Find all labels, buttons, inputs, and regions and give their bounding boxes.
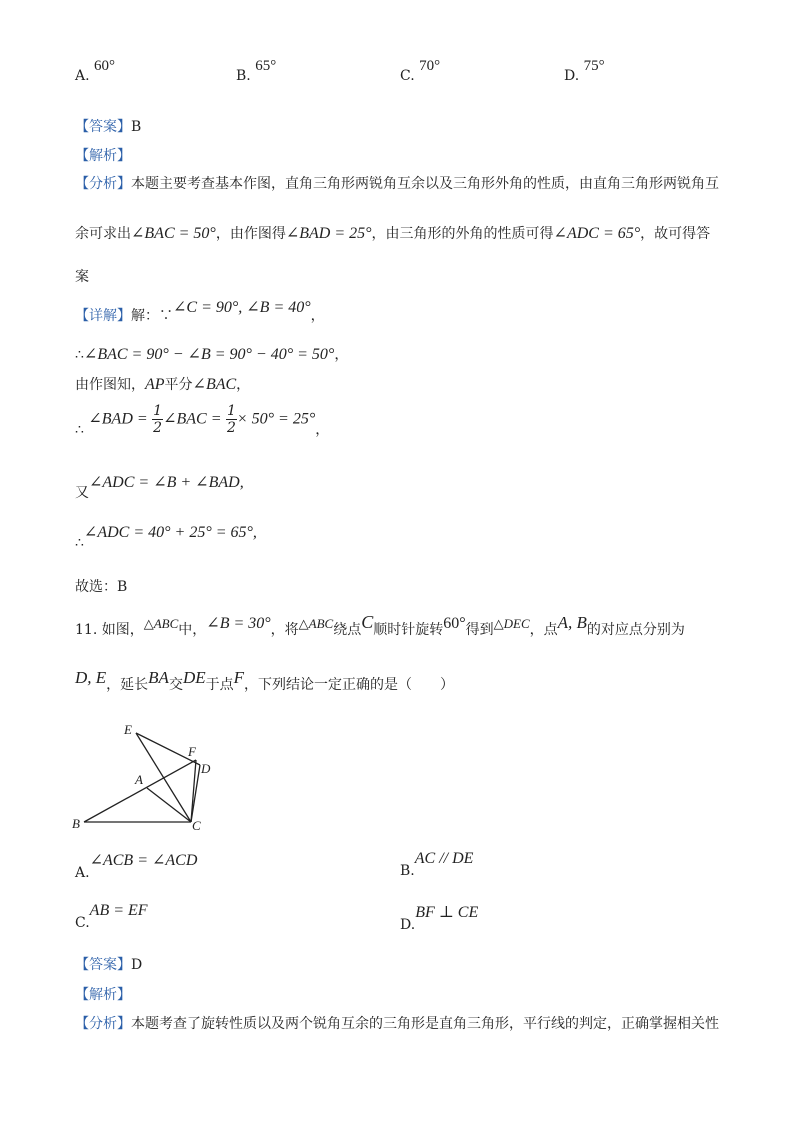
label-c: C <box>192 818 201 833</box>
text: ∴ <box>75 421 84 438</box>
q10-analysis-tag: 【解析】 <box>75 148 131 164</box>
math-given: ∠C = 90°, ∠B = 40° <box>173 299 311 316</box>
math-de: D, E <box>75 668 107 687</box>
math-ap: AP <box>145 376 165 393</box>
option-value: AB = EF <box>89 902 148 919</box>
text: 得到 <box>465 622 494 638</box>
option-label: C. <box>75 915 90 931</box>
text: 中， <box>178 622 207 638</box>
q10-step4 <box>75 472 244 501</box>
text: ，故可得答 <box>640 226 711 242</box>
math-bac: ∠BAC = 50° <box>131 225 216 242</box>
text: ， <box>236 377 251 393</box>
math-step3-rhs: × 50° = 25° <box>236 410 316 428</box>
text: 由作图知， <box>75 377 145 393</box>
math-point-c: C <box>361 612 374 632</box>
math-angleb: ∠B = 30° <box>206 615 271 632</box>
option-value: 65° <box>255 58 277 74</box>
q10-step5 <box>75 522 257 551</box>
q11-analysis-tag: 【解析】 <box>75 987 131 1003</box>
text: ∴ <box>75 347 84 363</box>
q10-step1 <box>75 344 348 364</box>
math-f: F <box>233 668 245 687</box>
q11-figure <box>65 718 225 836</box>
q10-answer <box>75 116 141 136</box>
text: 余可求出 <box>75 226 131 242</box>
option-value: 60° <box>94 58 116 74</box>
text: ∴ <box>75 535 84 551</box>
q11-option-b <box>400 850 474 879</box>
label-f: F <box>188 744 196 759</box>
text: ，延长 <box>106 677 149 693</box>
option-label: D. <box>400 917 416 933</box>
math-seg-de: DE <box>182 668 206 687</box>
text: ，点 <box>529 622 558 638</box>
q10-step2 <box>75 374 250 394</box>
text: 于点 <box>205 677 234 693</box>
answer-value: D <box>131 957 143 973</box>
answer-tag: 【答案】 <box>75 119 131 135</box>
option-value: 75° <box>583 58 605 74</box>
math-tri3: △DEC <box>493 616 530 631</box>
option-label: D. <box>564 68 580 84</box>
text: ，由三角形的外角的性质可得 <box>371 226 554 242</box>
question-number: 11. 如图， <box>75 622 144 638</box>
math-step5: ∠ADC = 40° + 25° = 65°, <box>83 524 257 541</box>
text: 又 <box>75 485 89 501</box>
fenxi-tag: 【分析】 <box>75 1016 131 1032</box>
math-bad: ∠BAD = 25° <box>285 225 372 242</box>
math-step1: ∠BAC = 90° − ∠B = 90° − 40° = 50° <box>83 346 335 363</box>
q10-option-b <box>236 58 277 85</box>
q11-option-c <box>75 902 148 931</box>
fraction-half-2 <box>226 404 237 435</box>
q11-option-a <box>75 850 198 881</box>
fenxi-text: 本题考查了旋转性质以及两个锐角互余的三角形是直角三角形，平行线的判定，正确掌握相关性 <box>131 1016 719 1032</box>
q10-fenxi-line1 <box>75 173 719 193</box>
math-bac2: ∠BAC <box>192 376 237 393</box>
label-a: A <box>135 772 143 787</box>
q11-answer <box>75 954 142 974</box>
frac-num: 1 <box>226 403 236 419</box>
text: 解：∵ <box>131 308 173 324</box>
option-value: AC // DE <box>414 850 474 867</box>
q11-option-d <box>400 902 479 933</box>
math-step4: ∠ADC = ∠B + ∠BAD, <box>89 474 244 491</box>
fenxi-tag: 【分析】 <box>75 176 131 192</box>
q10-detail-line <box>75 299 325 325</box>
q10-option-a <box>75 58 116 85</box>
math-adc: ∠ADC = 65° <box>553 225 641 242</box>
label-e: E <box>124 722 132 737</box>
text: 顺时针旋转 <box>373 622 444 638</box>
math-ba: BA <box>148 668 169 687</box>
q10-option-d <box>564 58 605 85</box>
label-b: B <box>72 816 80 831</box>
text: ，由作图得 <box>215 226 286 242</box>
q11-fenxi-line1 <box>75 1013 719 1033</box>
math-tri2: △ABC <box>298 616 334 631</box>
text: ，将 <box>270 622 299 638</box>
text: 绕点 <box>333 622 362 638</box>
q10-choice: 故选：B <box>75 579 128 595</box>
text: 的对应点分别为 <box>586 622 685 638</box>
option-label: A. <box>75 68 90 84</box>
q10-step3 <box>75 403 330 438</box>
q10-fenxi-line2 <box>75 223 710 243</box>
q11-stem-line2 <box>75 668 455 693</box>
answer-value: B <box>131 119 142 135</box>
math-tri1: △ABC <box>143 616 179 631</box>
math-step3-lhs: ∠BAD = <box>88 410 148 428</box>
option-value: 70° <box>419 58 441 74</box>
option-value: ∠ACB = ∠ACD <box>89 852 198 869</box>
option-label: C. <box>400 68 415 84</box>
detail-tag: 【详解】 <box>75 308 131 324</box>
frac-num: 1 <box>153 403 163 419</box>
text: 交 <box>168 677 183 693</box>
q11-stem-line1 <box>75 612 685 638</box>
text: ， <box>315 421 330 438</box>
option-value: BF ⊥ CE <box>415 904 479 921</box>
option-label: B. <box>400 863 415 879</box>
frac-den: 2 <box>153 420 163 436</box>
option-label: B. <box>236 68 251 84</box>
answer-tag: 【答案】 <box>75 957 131 973</box>
q10-option-c <box>400 58 441 85</box>
math-ab: A, B <box>557 613 587 632</box>
text: ， <box>334 347 349 363</box>
q10-fenxi-line3: 案 <box>75 269 89 285</box>
frac-den: 2 <box>226 420 236 436</box>
text: ，下列结论一定正确的是（ ） <box>244 677 455 693</box>
segment-ac <box>147 788 191 822</box>
option-label: A. <box>75 865 90 881</box>
fenxi-text: 本题主要考查基本作图，直角三角形两锐角互余以及三角形外角的性质，由直角三角形两锐角互 <box>131 176 719 192</box>
math-60: 60° <box>443 615 466 632</box>
text: 平分 <box>164 377 193 393</box>
label-d: D <box>201 761 211 776</box>
text: ， <box>310 308 325 324</box>
fraction-half <box>152 404 163 435</box>
math-step3-mid: ∠BAC = <box>163 410 222 428</box>
